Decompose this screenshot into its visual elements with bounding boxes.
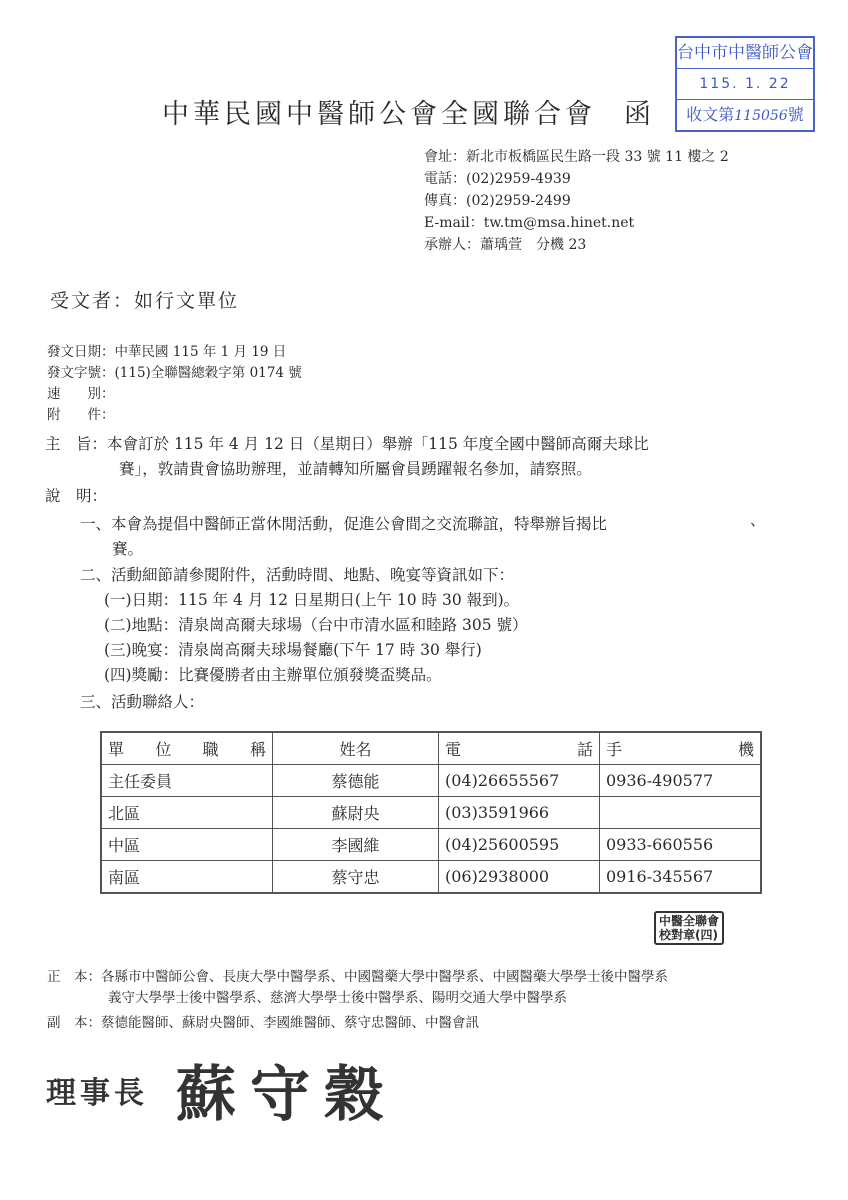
header-phone xyxy=(439,732,600,765)
explanation-item-3: 三、活動聯絡人： xyxy=(80,693,205,711)
cell-mobile xyxy=(600,797,762,829)
table-header-row xyxy=(101,732,761,765)
main-copy-line-2: 義守大學學士後中醫學系、慈濟大學學士後中醫學系、陽明交通大學中醫學系 xyxy=(108,990,567,1006)
cell-mobile: 0933-660556 xyxy=(600,829,762,861)
cell-mobile: 0936-490577 xyxy=(600,765,762,797)
main-copy-line-1: 各縣市中醫師公會、長庚大學中醫學系、中國醫藥大學中醫學系、中國醫藥大學學士後中醫學系 xyxy=(101,969,668,985)
stamp-number-row xyxy=(677,100,813,130)
header-title-char: 單 xyxy=(108,740,125,759)
cell-name: 蘇尉央 xyxy=(273,797,439,829)
distribution xyxy=(47,967,668,1034)
subject-label: 主 旨： xyxy=(45,435,108,453)
header-phone-char: 電 xyxy=(445,740,462,759)
address: 會址：新北市板橋區民生路一段 33 號 11 樓之 2 xyxy=(424,149,729,165)
detail-banquet: (三)晚宴：清泉崗高爾夫球場餐廳(下午 17 時 30 舉行) xyxy=(104,641,482,659)
table-row xyxy=(101,829,761,861)
cc-line: 蔡德能醫師、蘇尉央醫師、李國維醫師、蔡守忠醫師、中醫會訊 xyxy=(101,1015,479,1031)
stamp-date: 115. 1. 22 xyxy=(677,69,813,100)
date-label: 發文日期： xyxy=(47,344,115,360)
cell-phone: (06)2938000 xyxy=(439,861,600,894)
subject-line-1: 本會訂於 115 年 4 月 12 日（星期日）舉辦「115 年度全國中醫師高爾夫球比 xyxy=(107,435,649,453)
detail-location: (二)地點：清泉崗高爾夫球場（台中市清水區和睦路 305 號） xyxy=(104,616,528,634)
document-title: 中華民國中醫師公會全國聯合會 xyxy=(162,99,596,130)
stamp-org: 台中市中醫師公會 xyxy=(677,38,813,69)
cc-label: 副 本： xyxy=(47,1015,101,1031)
explanation-label: 說 明： xyxy=(45,487,108,505)
detail-award: (四)獎勵：比賽優勝者由主辦單位頒發獎盃獎品。 xyxy=(104,666,442,684)
document-meta xyxy=(47,342,302,426)
stray-mark: 、 xyxy=(750,511,766,529)
cell-name: 蔡德能 xyxy=(273,765,439,797)
subject-line-2: 賽」，敦請貴會協助辦理，並請轉知所屬會員踴躍報名參加，請察照。 xyxy=(119,460,592,478)
table-row xyxy=(101,765,761,797)
cell-title: 主任委員 xyxy=(101,765,273,797)
header-mobile-char: 機 xyxy=(737,740,754,759)
document-type: 函 xyxy=(624,99,651,130)
header-phone-char: 話 xyxy=(576,740,593,759)
sender-contact-info xyxy=(424,146,729,256)
header-mobile-char: 手 xyxy=(606,740,623,759)
handler: 承辦人：蕭瑀萱 分機 23 xyxy=(424,237,587,253)
cell-name: 李國維 xyxy=(273,829,439,861)
stamp-prefix: 收文第 xyxy=(686,105,735,124)
fax: 傳真：(02)2959-2499 xyxy=(424,193,571,209)
contacts-table xyxy=(100,731,762,894)
proofreading-seal xyxy=(654,911,724,945)
explanation-item-2: 二、活動細節請參閱附件，活動時間、地點、晚宴等資訊如下： xyxy=(80,566,515,584)
speed-label: 速 別： xyxy=(47,386,115,402)
attachment-label: 附 件： xyxy=(47,407,115,423)
header-mobile xyxy=(600,732,762,765)
detail-date: (一)日期：115 年 4 月 12 日星期日(上午 10 時 30 報到)。 xyxy=(104,591,520,609)
cell-phone: (03)3591966 xyxy=(439,797,600,829)
cell-phone: (04)26655567 xyxy=(439,765,600,797)
header-title xyxy=(101,732,273,765)
seal-line-2: 校對章(四) xyxy=(659,928,718,942)
table-row xyxy=(101,797,761,829)
explanation-item-1: 一、本會為提倡中醫師正當休閒活動，促進公會間之交流聯誼，特舉辦旨揭比 xyxy=(80,515,608,533)
email: E-mail：tw.tm@msa.hinet.net xyxy=(424,215,635,231)
number-label: 發文字號： xyxy=(47,365,115,381)
seal-line-1: 中醫全聯會 xyxy=(659,914,720,928)
cell-title: 南區 xyxy=(101,861,273,894)
cell-title: 北區 xyxy=(101,797,273,829)
header-title-char: 稱 xyxy=(249,740,266,759)
explanation-item-1-cont: 賽。 xyxy=(112,540,144,558)
date-value: 中華民國 115 年 1 月 19 日 xyxy=(114,344,287,360)
stamp-number: 115056 xyxy=(734,108,788,124)
cell-mobile: 0916-345567 xyxy=(600,861,762,894)
stamp-suffix: 號 xyxy=(787,105,804,124)
table-row xyxy=(101,861,761,894)
cell-phone: (04)25600595 xyxy=(439,829,600,861)
header-title-char: 職 xyxy=(202,740,219,759)
signature-title: 理事長 xyxy=(46,1076,148,1111)
subject xyxy=(45,432,649,482)
header-title-char: 位 xyxy=(155,740,172,759)
cell-title: 中區 xyxy=(101,829,273,861)
header-name: 姓名 xyxy=(273,732,439,765)
main-copy-label: 正 本： xyxy=(47,969,101,985)
received-stamp xyxy=(675,36,815,132)
signature-name: 蘇守穀 xyxy=(176,1060,398,1130)
phone: 電話：(02)2959-4939 xyxy=(424,171,571,187)
receiver: 受文者：如行文單位 xyxy=(50,290,240,312)
cell-name: 蔡守忠 xyxy=(273,861,439,894)
number-value: (115)全聯醫總穀字第 0174 號 xyxy=(114,365,302,381)
